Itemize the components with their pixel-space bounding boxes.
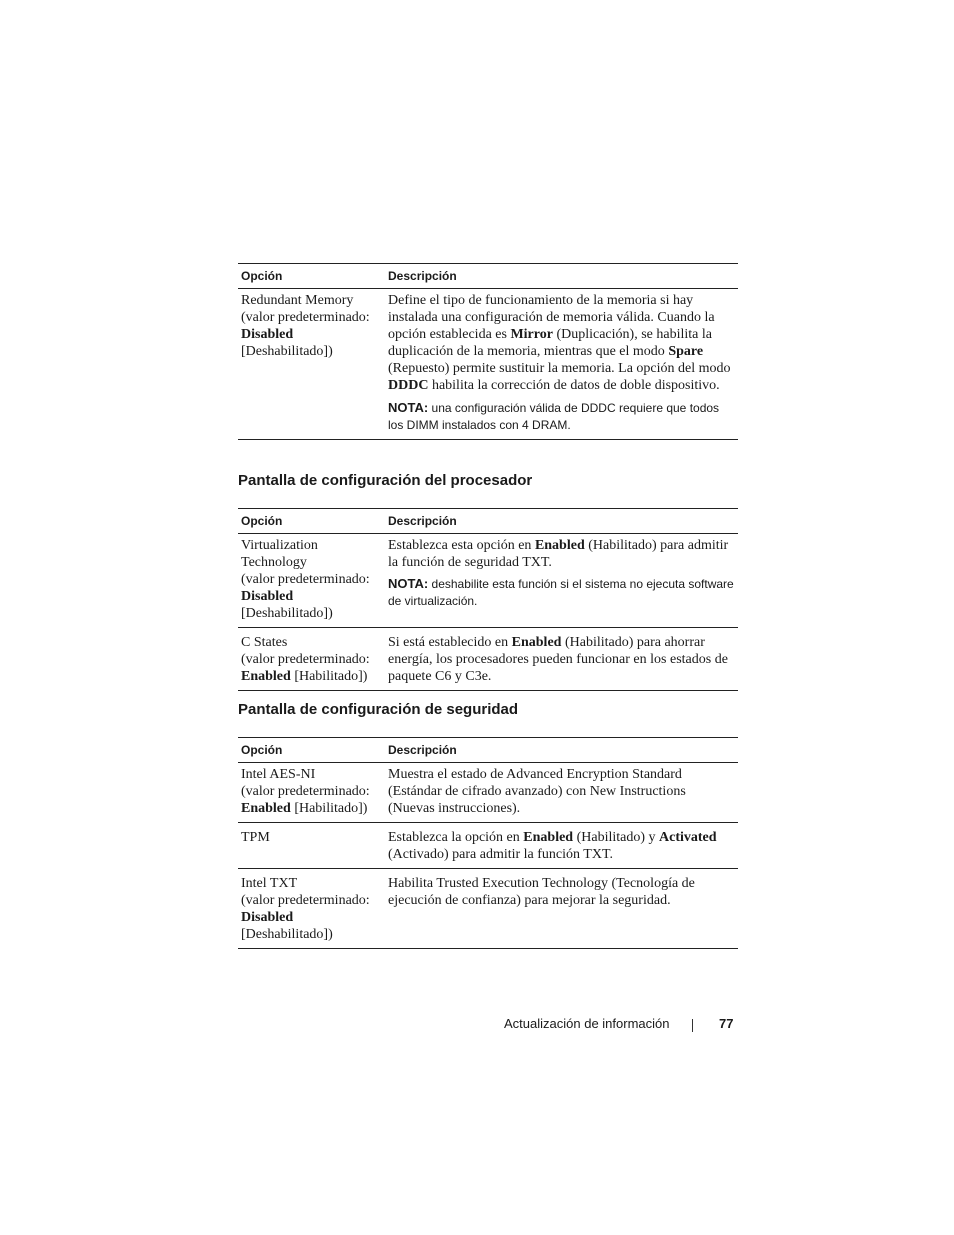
option-name: Redundant Memory <box>241 293 354 308</box>
table-header-row <box>238 738 738 763</box>
default-translation: [Habilitado]) <box>290 801 368 816</box>
column-header-description: Descripción <box>385 264 738 289</box>
default-translation: [Deshabilitado]) <box>241 344 333 359</box>
option-name: TPM <box>241 830 270 845</box>
description-cell: Habilita Trusted Execution Technology (Tecnología de ejecución de confianza) para mejorar la seguridad. <box>385 869 738 949</box>
default-label: (valor predeterminado: <box>241 310 370 325</box>
note-text: deshabilite esta función si el sistema no ejecuta software de virtualización. <box>388 577 734 608</box>
column-header-option: Opción <box>238 509 385 534</box>
default-label: (valor predeterminado: <box>241 652 370 667</box>
footer-section-title: Actualización de información <box>504 1016 670 1031</box>
table-header-row <box>238 264 738 289</box>
footer-separator <box>692 1019 693 1032</box>
description-text: Define el tipo de funcionamiento de la memoria si hay instalada una configuración de memoria válida. Cuando la opción establecida es Mirror (Duplicación), se habilita la duplicación de la memoria, mientras que el modo Spare (Repuesto) permite sustituir la memoria. La opción del modo DDDC habilita la corrección de datos de doble dispositivo. <box>388 293 731 393</box>
table-header-row <box>238 509 738 534</box>
column-header-description: Descripción <box>385 738 738 763</box>
table-row-aes-ni <box>238 763 738 823</box>
note-label: NOTA: <box>388 400 429 415</box>
description-cell <box>385 534 738 628</box>
option-cell <box>238 823 385 869</box>
table-row-c-states <box>238 628 738 691</box>
note <box>388 399 735 434</box>
default-value: Disabled <box>241 910 294 925</box>
column-header-option: Opción <box>238 738 385 763</box>
option-name: Intel AES-NI <box>241 767 316 782</box>
description-cell: Si está establecido en Enabled (Habilitado) para ahorrar energía, los procesadores pueden funcionar en los estados de paquete C6 y C3e. <box>385 628 738 691</box>
default-value: Enabled <box>241 801 291 816</box>
option-cell <box>238 763 385 823</box>
option-cell <box>238 869 385 949</box>
option-cell <box>238 628 385 691</box>
security-options-table <box>238 737 738 949</box>
note-text: una configuración válida de DDDC requiere que todos los DIMM instalados con 4 DRAM. <box>388 401 720 432</box>
option-name: Virtualization <box>241 538 318 553</box>
default-value: Disabled <box>241 327 294 342</box>
table-row-redundant-memory <box>238 289 738 440</box>
note <box>388 575 735 610</box>
option-cell <box>238 534 385 628</box>
page-number: 77 <box>719 1016 734 1031</box>
memory-options-table <box>238 263 738 440</box>
processor-options-table <box>238 508 738 691</box>
default-translation: [Deshabilitado]) <box>241 927 333 942</box>
option-name-cont: Technology <box>241 555 307 570</box>
default-label: (valor predeterminado: <box>241 572 370 587</box>
column-header-option: Opción <box>238 264 385 289</box>
description-cell: Muestra el estado de Advanced Encryption Standard (Estándar de cifrado avanzado) con New Instructions (Nuevas instrucciones). <box>385 763 738 823</box>
option-name: C States <box>241 635 288 650</box>
default-translation: [Habilitado]) <box>290 669 368 684</box>
default-label: (valor predeterminado: <box>241 893 370 908</box>
description-cell: Establezca la opción en Enabled (Habilitado) y Activated (Activado) para admitir la función TXT. <box>385 823 738 869</box>
default-value: Disabled <box>241 589 294 604</box>
table-row-intel-txt <box>238 869 738 949</box>
section-heading-security: Pantalla de configuración de seguridad <box>238 701 519 718</box>
option-cell <box>238 289 385 440</box>
table-row-virtualization <box>238 534 738 628</box>
option-name: Intel TXT <box>241 876 298 891</box>
default-label: (valor predeterminado: <box>241 784 370 799</box>
description-cell <box>385 289 738 440</box>
default-value: Enabled <box>241 669 291 684</box>
table-row-tpm <box>238 823 738 869</box>
note-label: NOTA: <box>388 576 429 591</box>
description-text: Establezca esta opción en Enabled (Habilitado) para admitir la función de seguridad TXT. <box>388 538 729 570</box>
section-heading-processor: Pantalla de configuración del procesador <box>238 472 533 489</box>
column-header-description: Descripción <box>385 509 738 534</box>
default-translation: [Deshabilitado]) <box>241 606 333 621</box>
